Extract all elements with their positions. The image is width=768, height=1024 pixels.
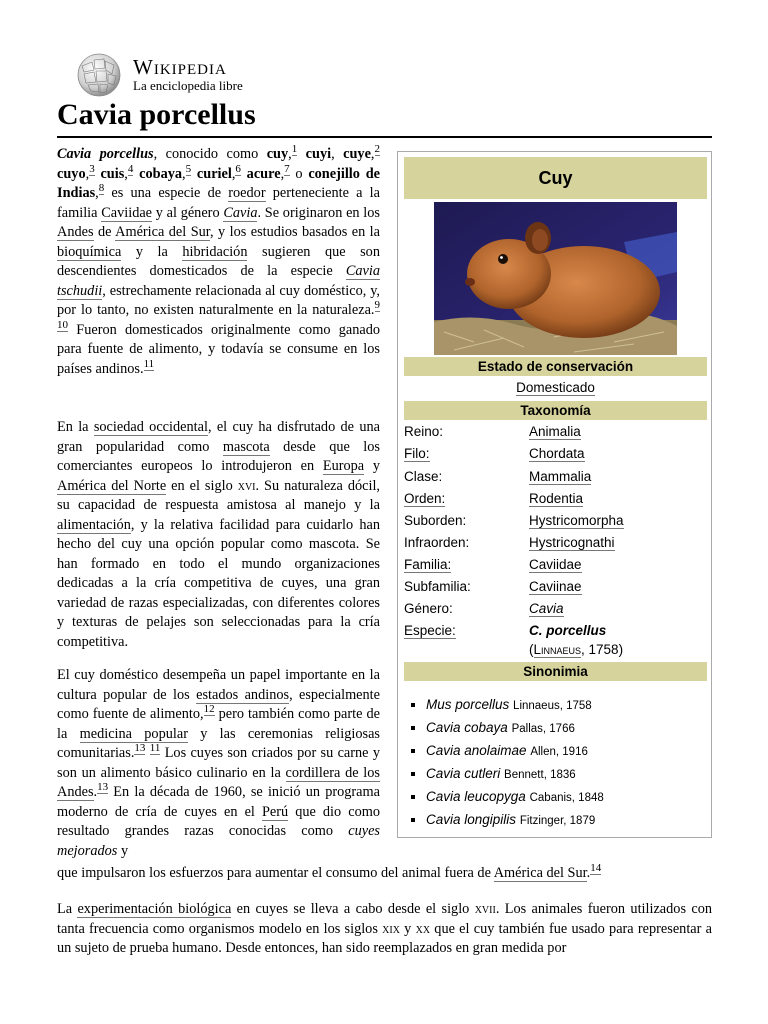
ref-5[interactable]: 5 [185, 162, 192, 175]
taxon-link-animalia[interactable]: Animalia [529, 424, 581, 439]
page-title: Cavia porcellus [57, 98, 256, 131]
taxon-label-clase: Clase: [404, 469, 443, 484]
taxon-link-hystricognathi[interactable]: Hystricognathi [529, 535, 615, 550]
link-sociedad-occidental[interactable]: sociedad occidental [93, 419, 208, 435]
article-paragraph-2: En la sociedad occidental, el cuy ha disfrutado de una gran popularidad como mascota desde que los comerciantes europeos lo introdujeron en Europa y América del Norte en el siglo xvi. Su naturaleza dócil, su capacidad de respuesta amistosa al manejo y la alimentación, y la relativa facilidad para cuidarlo han hecho del cuy una opción popular como mascota. Se han formado en todo el mundo organizaciones dedicadas a la cría competitiva de cuyes, una gran variedad de razas especializadas, con diferentes colores y texturas de pelajes son seleccionadas para la cría competitiva. [57, 419, 380, 650]
synonym-item: ▪ Cavia leucopyga Cabanis, 1848 [426, 785, 604, 808]
site-name: Wikipedia [133, 55, 227, 79]
synonym-item: ▪ Cavia cobaya Pallas, 1766 [426, 716, 604, 739]
taxon-link-cavia[interactable]: Cavia [529, 601, 564, 616]
synonym-item: ▪ Cavia cutleri Bennett, 1836 [426, 762, 604, 785]
synonym-list [408, 693, 604, 831]
taxon-label-orden[interactable]: Orden: [404, 491, 446, 506]
article-paragraph-3: El cuy doméstico desempeña un papel importante en la cultura popular de los estados andinos, especialmente como fuente de alimento,$^{12}$ pero también como parte de la medicina popular y las ceremonias religiosas comunitarias.$^{13}$ $^{11}$ Los cuyes son criados por su carne y son un alimento básico culinario en la cordillera de los Andes.$^{13}$ En la década de 1960, se inició un programa moderno de cría de cuyes en el Perú que dio como resultado grandes razas conocidas como cuyes mejorados y [57, 667, 381, 859]
taxon-label-familia[interactable]: Familia: [404, 557, 452, 572]
link-andes[interactable]: Andes [57, 224, 94, 240]
link-domesticado[interactable]: Domesticado [516, 380, 595, 395]
link-caviidae[interactable]: Caviidae [101, 204, 153, 221]
title-divider [57, 136, 712, 138]
link-america-del-norte[interactable]: América del Norte [57, 477, 167, 494]
taxon-label-infraorden: Infraorden: [404, 535, 470, 550]
link-cavia[interactable]: Cavia [223, 204, 258, 221]
taxon-label-subfamilia: Subfamilia: [404, 579, 471, 594]
ref-9[interactable]: 9 [374, 299, 380, 312]
guinea-pig-photo[interactable] [434, 202, 677, 355]
taxon-label-genero: Género: [404, 601, 453, 616]
link-estados-andinos[interactable]: estados andinos [196, 686, 290, 703]
link-experimentacion-biologica[interactable]: experimentación biológica [77, 901, 232, 917]
ref-8[interactable]: 8 [98, 182, 105, 195]
ref-7[interactable]: 7 [284, 162, 290, 175]
synonym-item: ▪ Cavia longipilis Fitzinger, 1879 [426, 808, 604, 831]
link-america-del-sur[interactable]: América del Sur [115, 224, 210, 240]
article-paragraph-1: Cavia porcellus, conocido como cuy,$^1$ cuyi, cuye,$^2$ cuyo,$^3$ cuis,$^4$ cobaya,$^5$ curiel,$^6$ acure,$^7$ o conejillo de Indias,$^8$ es una especie de roedor perteneciente a la familia Caviidae y al género Cavia. Se originaron en los Andes de América del Sur, y los estudios basados en la bioquímica y la hibridación sugieren que son descendientes domesticados de la especie Cavia tschudii, estrechamente relacionada al cuy doméstico, y, por lo tanto, no existen naturalmente en la naturaleza.$^9$ $^{10}$ Fueron domesticados originalmente como ganado para fuente de alimento, y todavía se consume en los países andinos.$^{11}$ [57, 143, 380, 377]
ref-11[interactable]: 11 [143, 357, 155, 370]
link-mascota[interactable]: mascota [222, 438, 270, 455]
link-roedor[interactable]: roedor [228, 185, 266, 201]
synonymy-header: Sinonimia [404, 662, 707, 681]
infobox-title: Cuy [404, 157, 707, 199]
ref-13[interactable]: 13 [134, 742, 146, 755]
taxonomy-header: Taxonomía [404, 401, 707, 420]
taxon-label-filo[interactable]: Filo: [404, 446, 430, 461]
site-brand[interactable] [133, 56, 243, 94]
link-hibridacion[interactable]: hibridación [182, 243, 248, 260]
taxon-label-suborden: Suborden: [404, 513, 467, 528]
ref-11b[interactable]: 11 [149, 742, 161, 755]
wikipedia-globe-logo[interactable] [74, 52, 124, 98]
ref-2[interactable]: 2 [374, 143, 380, 156]
taxon-link-mammalia[interactable]: Mammalia [529, 469, 592, 484]
link-alimentacion[interactable]: alimentación [57, 516, 131, 533]
taxon-link-hystricomorpha[interactable]: Hystricomorpha [529, 513, 624, 528]
ref-10[interactable]: 10 [57, 318, 68, 331]
link-bioquimica[interactable]: bioquímica [57, 243, 122, 260]
link-cordillera-de-los-andes[interactable]: cordillera de los Andes [57, 764, 380, 800]
link-linnaeus[interactable]: Linnaeus [533, 642, 582, 657]
taxon-link-caviidae[interactable]: Caviidae [529, 557, 582, 572]
taxon-link-rodentia[interactable]: Rodentia [529, 491, 584, 506]
link-america-del-sur-2[interactable]: América del Sur [493, 865, 587, 881]
synonym-item: ▪ Mus porcellus Linnaeus, 1758 [426, 693, 604, 716]
article-paragraph-4: La experimentación biológica en cuyes se lleva a cabo desde el siglo xvii. Los animales fueron utilizados con tanta frecuencia como organismos modelo en los siglos xix y xx que el cuy también fue usado para representar a un sujeto de prueba humano. Desde entonces, han sido reemplazados en gran medida por [57, 901, 713, 956]
ref-3[interactable]: 3 [89, 162, 95, 175]
species-authority: (Linnaeus, 1758) [529, 642, 624, 657]
taxon-label-especie[interactable]: Especie: [404, 623, 456, 638]
link-europa[interactable]: Europa [322, 458, 365, 474]
taxon-label-reino: Reino: [404, 424, 444, 439]
taxon-species: C. porcellus [529, 623, 607, 638]
link-cavia-tschudii[interactable]: Cavia tschudii [57, 263, 380, 299]
link-peru[interactable]: Perú [261, 803, 289, 820]
conservation-header: Estado de conservación [404, 357, 707, 376]
article-paragraph-3-tail: que impulsaron los esfuerzos para aumentar el consumo del animal fuera de América del Sur.$^{14}$ [57, 862, 602, 881]
ref-1[interactable]: 1 [291, 143, 298, 156]
ref-13b[interactable]: 13 [97, 781, 109, 794]
ref-12[interactable]: 12 [203, 703, 215, 716]
ref-14[interactable]: 14 [590, 862, 602, 875]
synonym-item: ▪ Cavia anolaimae Allen, 1916 [426, 739, 604, 762]
site-tagline: La enciclopedia libre [133, 78, 243, 93]
ref-6[interactable]: 6 [235, 162, 241, 175]
link-medicina-popular[interactable]: medicina popular [79, 725, 188, 742]
ref-4[interactable]: 4 [127, 162, 134, 175]
taxobox [397, 151, 712, 838]
taxon-link-caviinae[interactable]: Caviinae [529, 579, 582, 594]
taxon-link-chordata[interactable]: Chordata [529, 446, 585, 461]
